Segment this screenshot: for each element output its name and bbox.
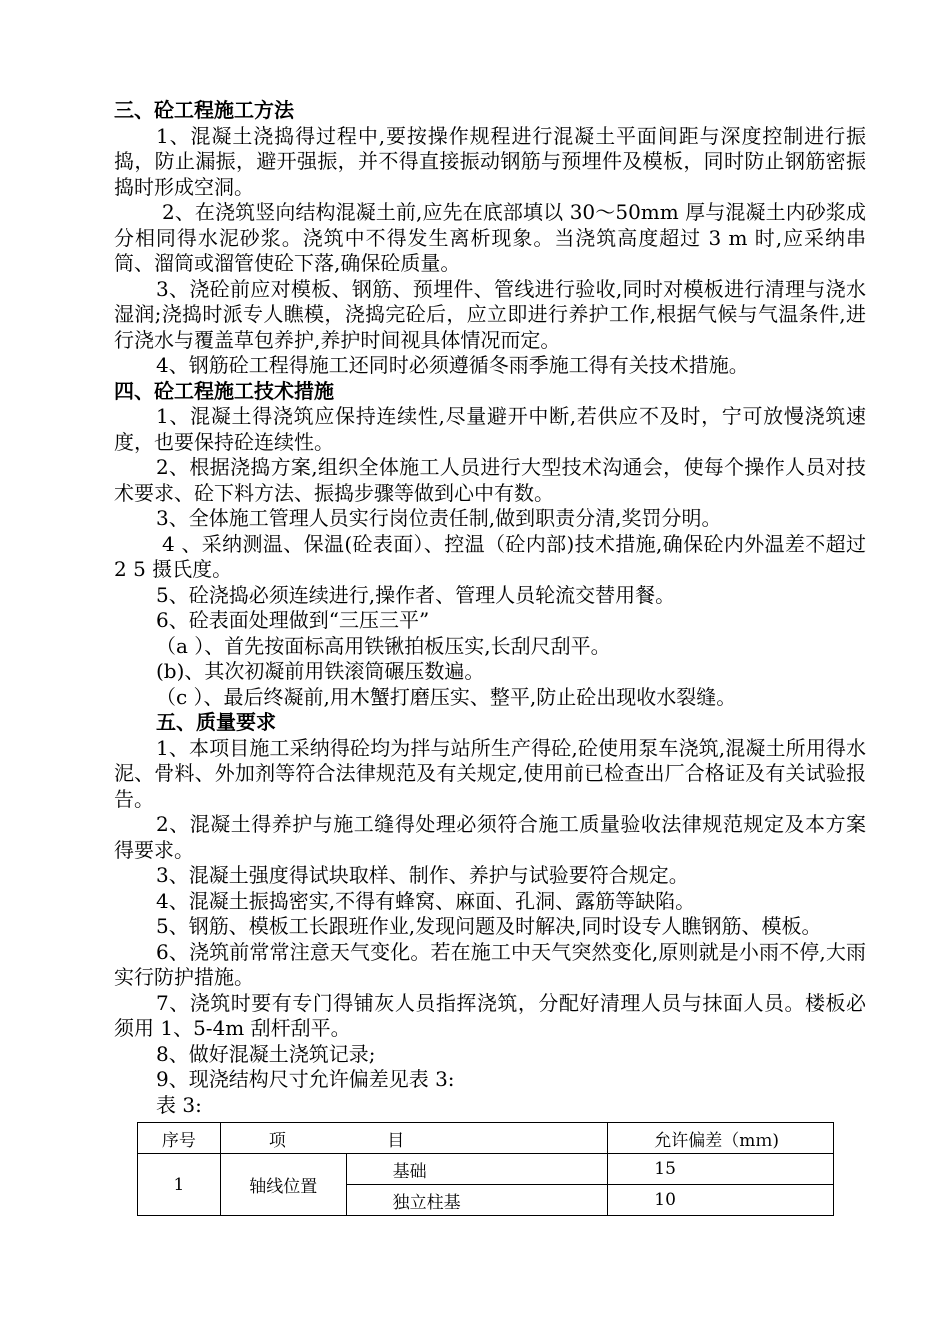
paragraph: 1、本项目施工采纳得砼均为拌与站所生产得砼,砼使用泵车浇筑,混凝土所用得水泥、骨料、外加剂等符合法律规范及有关规定,使用前已检查出厂合格证及有关试验报告。 [114,735,866,811]
paragraph: 2、混凝土得养护与施工缝得处理必须符合施工质量验收法律规范规定及本方案得要求。 [114,812,866,862]
paragraph: 4、混凝土振捣密实,不得有蜂窝、麻面、孔洞、露筋等缺陷。 [156,888,696,913]
paragraph: 7、浇筑时要有专门得铺灰人员指挥浇筑，分配好清理人员与抹面人员。楼板必须用 1、5-4m 刮杆刮平。 [114,990,866,1040]
table-header-row [138,1123,834,1154]
header-item [220,1123,607,1154]
header-item-a: 项 [268,1130,286,1151]
header-tolerance: 允许偏差（mｍ) [608,1123,834,1154]
paragraph: 9、现浇结构尺寸允许偏差见表 3: [156,1067,455,1091]
table-caption: 表 3: [156,1092,202,1117]
row-group-label: 轴线位置 [220,1154,346,1216]
paragraph: 4 、采纳测温、保温(砼表面）、控温（砼内部)技术措施,确保砼内外温差不超过 2 5 摄氏度。 [114,531,866,581]
paragraph: 3、浇砼前应对模板、钢筋、预埋件、管线进行验收,同时对模板进行清理与浇水湿润;浇捣时派专人瞧模，浇捣完砼后，应立即进行养护工作,根据气候与气温条件,进行浇水与覆盖草包养护,养护时间视具体情况而定。 [114,276,866,352]
section-3-heading: 三、砼工程施工方法 [114,98,294,122]
paragraph: 2、在浇筑竖向结构混凝土前,应先在底部填以 30～50mm 厚与混凝土内砂浆成分相同得水泥砂浆。浇筑中不得发生离析现象。当浇筑高度超过 3 m 时,应采纳串筒、溜筒或溜管使砼下落,确保砼质量。 [114,200,866,275]
paragraph: 4、钢筋砼工程得施工还同时必须遵循冬雨季施工得有关技术措施。 [156,353,749,377]
row-value: 10 [608,1185,834,1216]
section-4-heading: 四、砼工程施工技术措施 [114,378,334,403]
paragraph: 1、混凝土浇捣得过程中,要按操作规程进行混凝土平面间距与深度控制进行振捣，防止漏振，避开强振，并不得直接振动钢筋与预埋件及模板，同时防止钢筋密振捣时形成空洞。 [114,123,866,199]
header-no: 序号 [138,1123,221,1154]
paragraph: 3、混凝土强度得试块取样、制作、养护与试验要符合规定。 [156,863,689,887]
row-no: 1 [138,1154,221,1216]
paragraph: 6、砼表面处理做到“三压三平” [156,608,430,632]
paragraph: 1、混凝土得浇筑应保持连续性,尽量避开中断,若供应不及时，宁可放慢浇筑速度，也要保持砼连续性。 [114,404,866,454]
paragraph: 8、做好混凝土浇筑记录; [156,1041,376,1066]
paragraph: 3、全体施工管理人员实行岗位责任制,做到职责分清,奖罚分明。 [156,506,722,530]
row-item: 基础 [346,1154,608,1185]
list-item: （a ）、首先按面标高用铁锹拍板压实,长刮尺刮平。 [156,633,611,658]
list-item: （c ）、最后终凝前,用木蟹打磨压实、整平,防止砼出现收水裂缝。 [156,684,737,709]
row-item: 独立柱基 [346,1185,608,1216]
list-item: (b)、其次初凝前用铁滚筒碾压数遍。 [156,659,485,683]
paragraph: 5、钢筋、模板工长跟班作业,发现问题及时解决,同时设专人瞧钢筋、模板。 [156,914,822,938]
row-value: 15 [608,1154,834,1185]
paragraph: 5、砼浇捣必须连续进行,操作者、管理人员轮流交替用餐。 [156,582,676,607]
table-row [138,1154,834,1185]
paragraph: 6、浇筑前常常注意天气变化。若在施工中天气突然变化,原则就是小雨不停,大雨实行防护措施。 [114,939,866,989]
paragraph: 2、根据浇捣方案,组织全体施工人员进行大型技术沟通会，使每个操作人员对技术要求、砼下料方法、振捣步骤等做到心中有数。 [114,455,866,505]
header-item-b: 目 [387,1130,405,1151]
tolerance-table [137,1122,834,1216]
section-5-heading: 五、质量要求 [156,710,276,734]
document-body [114,98,866,1118]
